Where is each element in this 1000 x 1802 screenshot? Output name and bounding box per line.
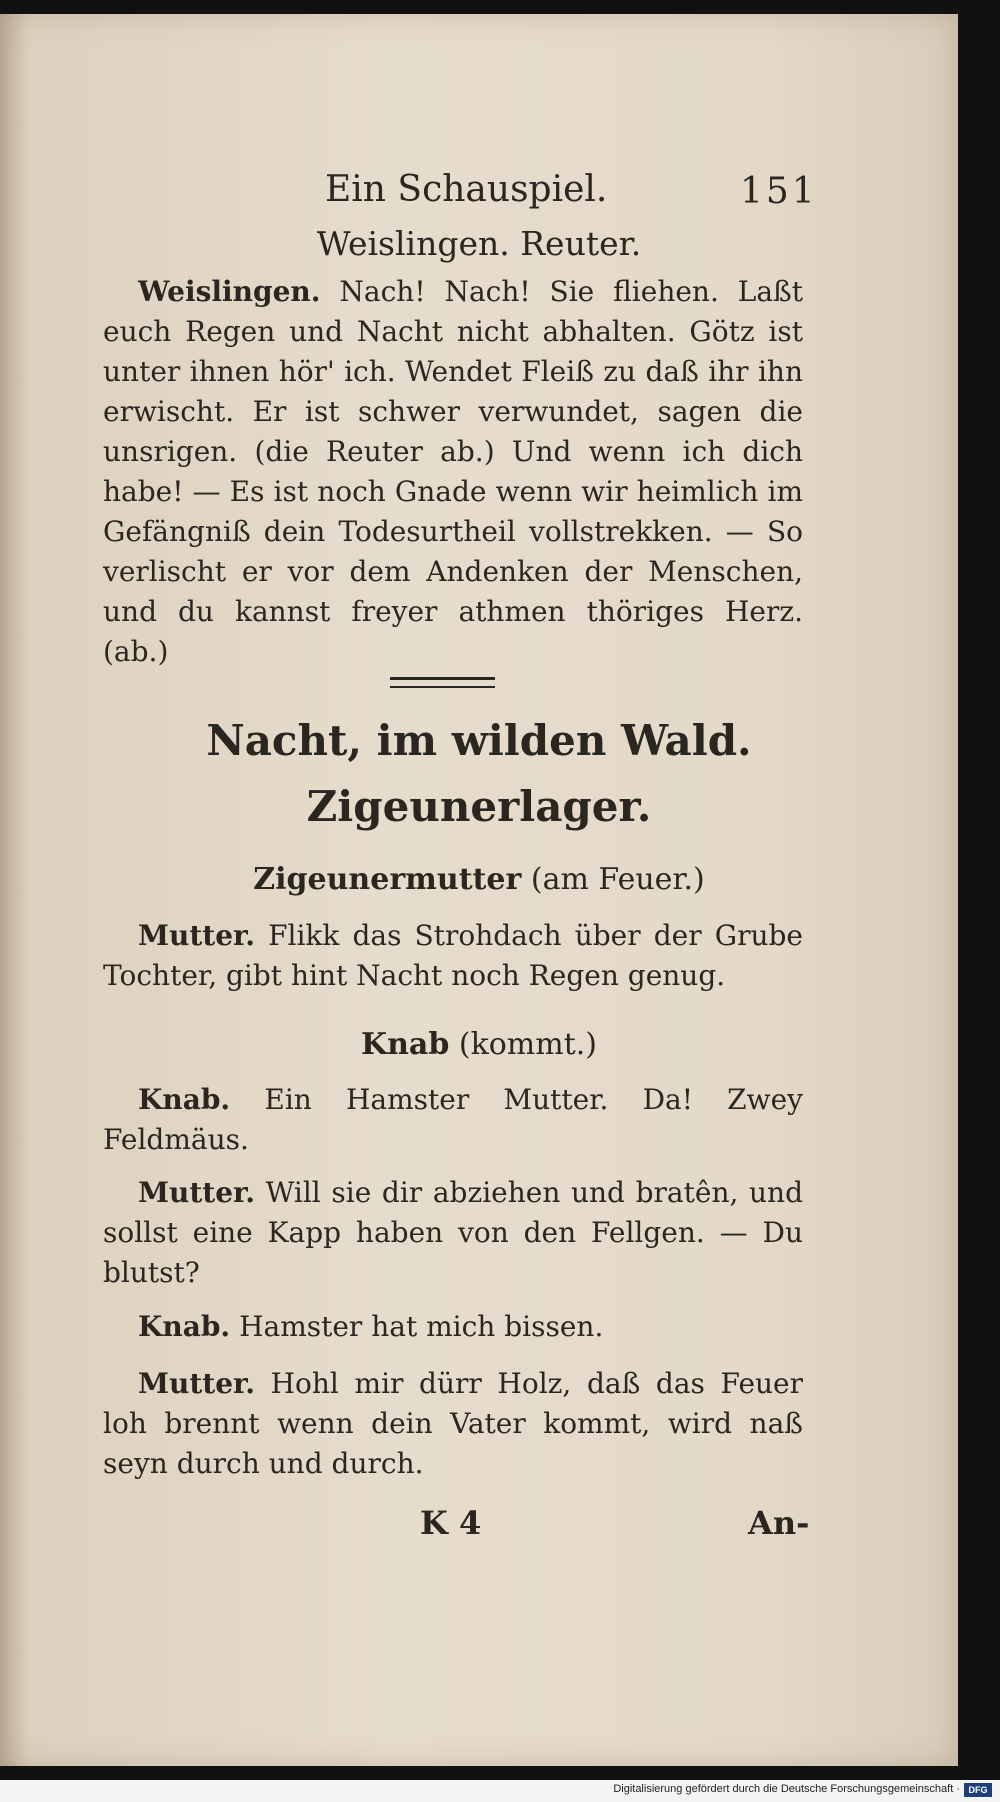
credit-bar (0, 1780, 1000, 1802)
speaker-name: Weislingen. (138, 275, 321, 308)
book-page (0, 14, 958, 1766)
stage-entry (0, 862, 958, 897)
scene-title: Nacht, im wilden Wald. (206, 716, 752, 765)
dfg-logo-icon: DFG (964, 1783, 992, 1797)
speech-weislingen (103, 272, 803, 672)
speech-knab-1 (103, 1080, 803, 1160)
speaker-name: Knab. (138, 1083, 231, 1116)
signature-mark: K 4 (420, 1504, 482, 1542)
speaker-name: Knab. (138, 1310, 231, 1343)
speech-text: Ein Hamster Mutter. Da! Zwey Feldmäus. (103, 1083, 803, 1156)
character-name: Zigeunermutter (253, 862, 522, 897)
speaker-name: Mutter. (138, 919, 255, 952)
page-number: 151 (740, 171, 818, 212)
speech-mutter-1 (103, 916, 803, 996)
scene-heading: Weislingen. Reuter. (316, 224, 642, 263)
page-header (0, 169, 958, 217)
speech-text: Hamster hat mich bissen. (239, 1310, 604, 1343)
stage-direction: (am Feuer.) (530, 862, 705, 897)
scene-subtitle: Zigeunerlager. (306, 782, 652, 831)
stage-entry (0, 1027, 958, 1062)
page-footer (0, 1504, 958, 1548)
speech-text: Will sie dir abziehen und bratên, und sollst eine Kapp haben von den Fellgen. — Du blutst? (103, 1176, 803, 1289)
speech-knab-2 (103, 1307, 803, 1347)
catchword: An- (748, 1504, 810, 1542)
speech-text: Hohl mir dürr Holz, daß das Feuer loh brennt wenn dein Vater kommt, wird naß seyn durch und durch. (103, 1367, 803, 1480)
speaker-name: Mutter. (138, 1176, 255, 1209)
speech-text: Nach! Nach! Sie fliehen. Laßt euch Regen und Nacht nicht abhalten. Götz ist unter ihnen hör' ich. Wendet Fleiß zu daß ihr ihn erwischt. Er ist schwer verwundet, sagen die unsrigen. (die Reuter ab.) Und wenn ich dich habe! — Es ist noch Gnade wenn wir heimlich im Gefängniß dein Todesurtheil vollstrekken. — So verlischt er vor dem Andenken der Menschen, und du kannst freyer athmen thöriges Herz. (ab.) (103, 275, 804, 668)
speech-mutter-3 (103, 1364, 803, 1484)
running-title: Ein Schauspiel. (325, 169, 608, 210)
speaker-name: Mutter. (138, 1367, 255, 1400)
speech-text: Flikk das Strohdach über der Grube Tochter, gibt hint Nacht noch Regen genug. (103, 919, 803, 992)
stage-direction: (kommt.) (458, 1027, 597, 1062)
section-divider (390, 677, 495, 688)
funding-credit: Digitalisierung gefördert durch die Deutsche Forschungsgemeinschaft · (613, 1783, 960, 1795)
character-name: Knab (361, 1027, 450, 1062)
speech-mutter-2 (103, 1173, 803, 1293)
